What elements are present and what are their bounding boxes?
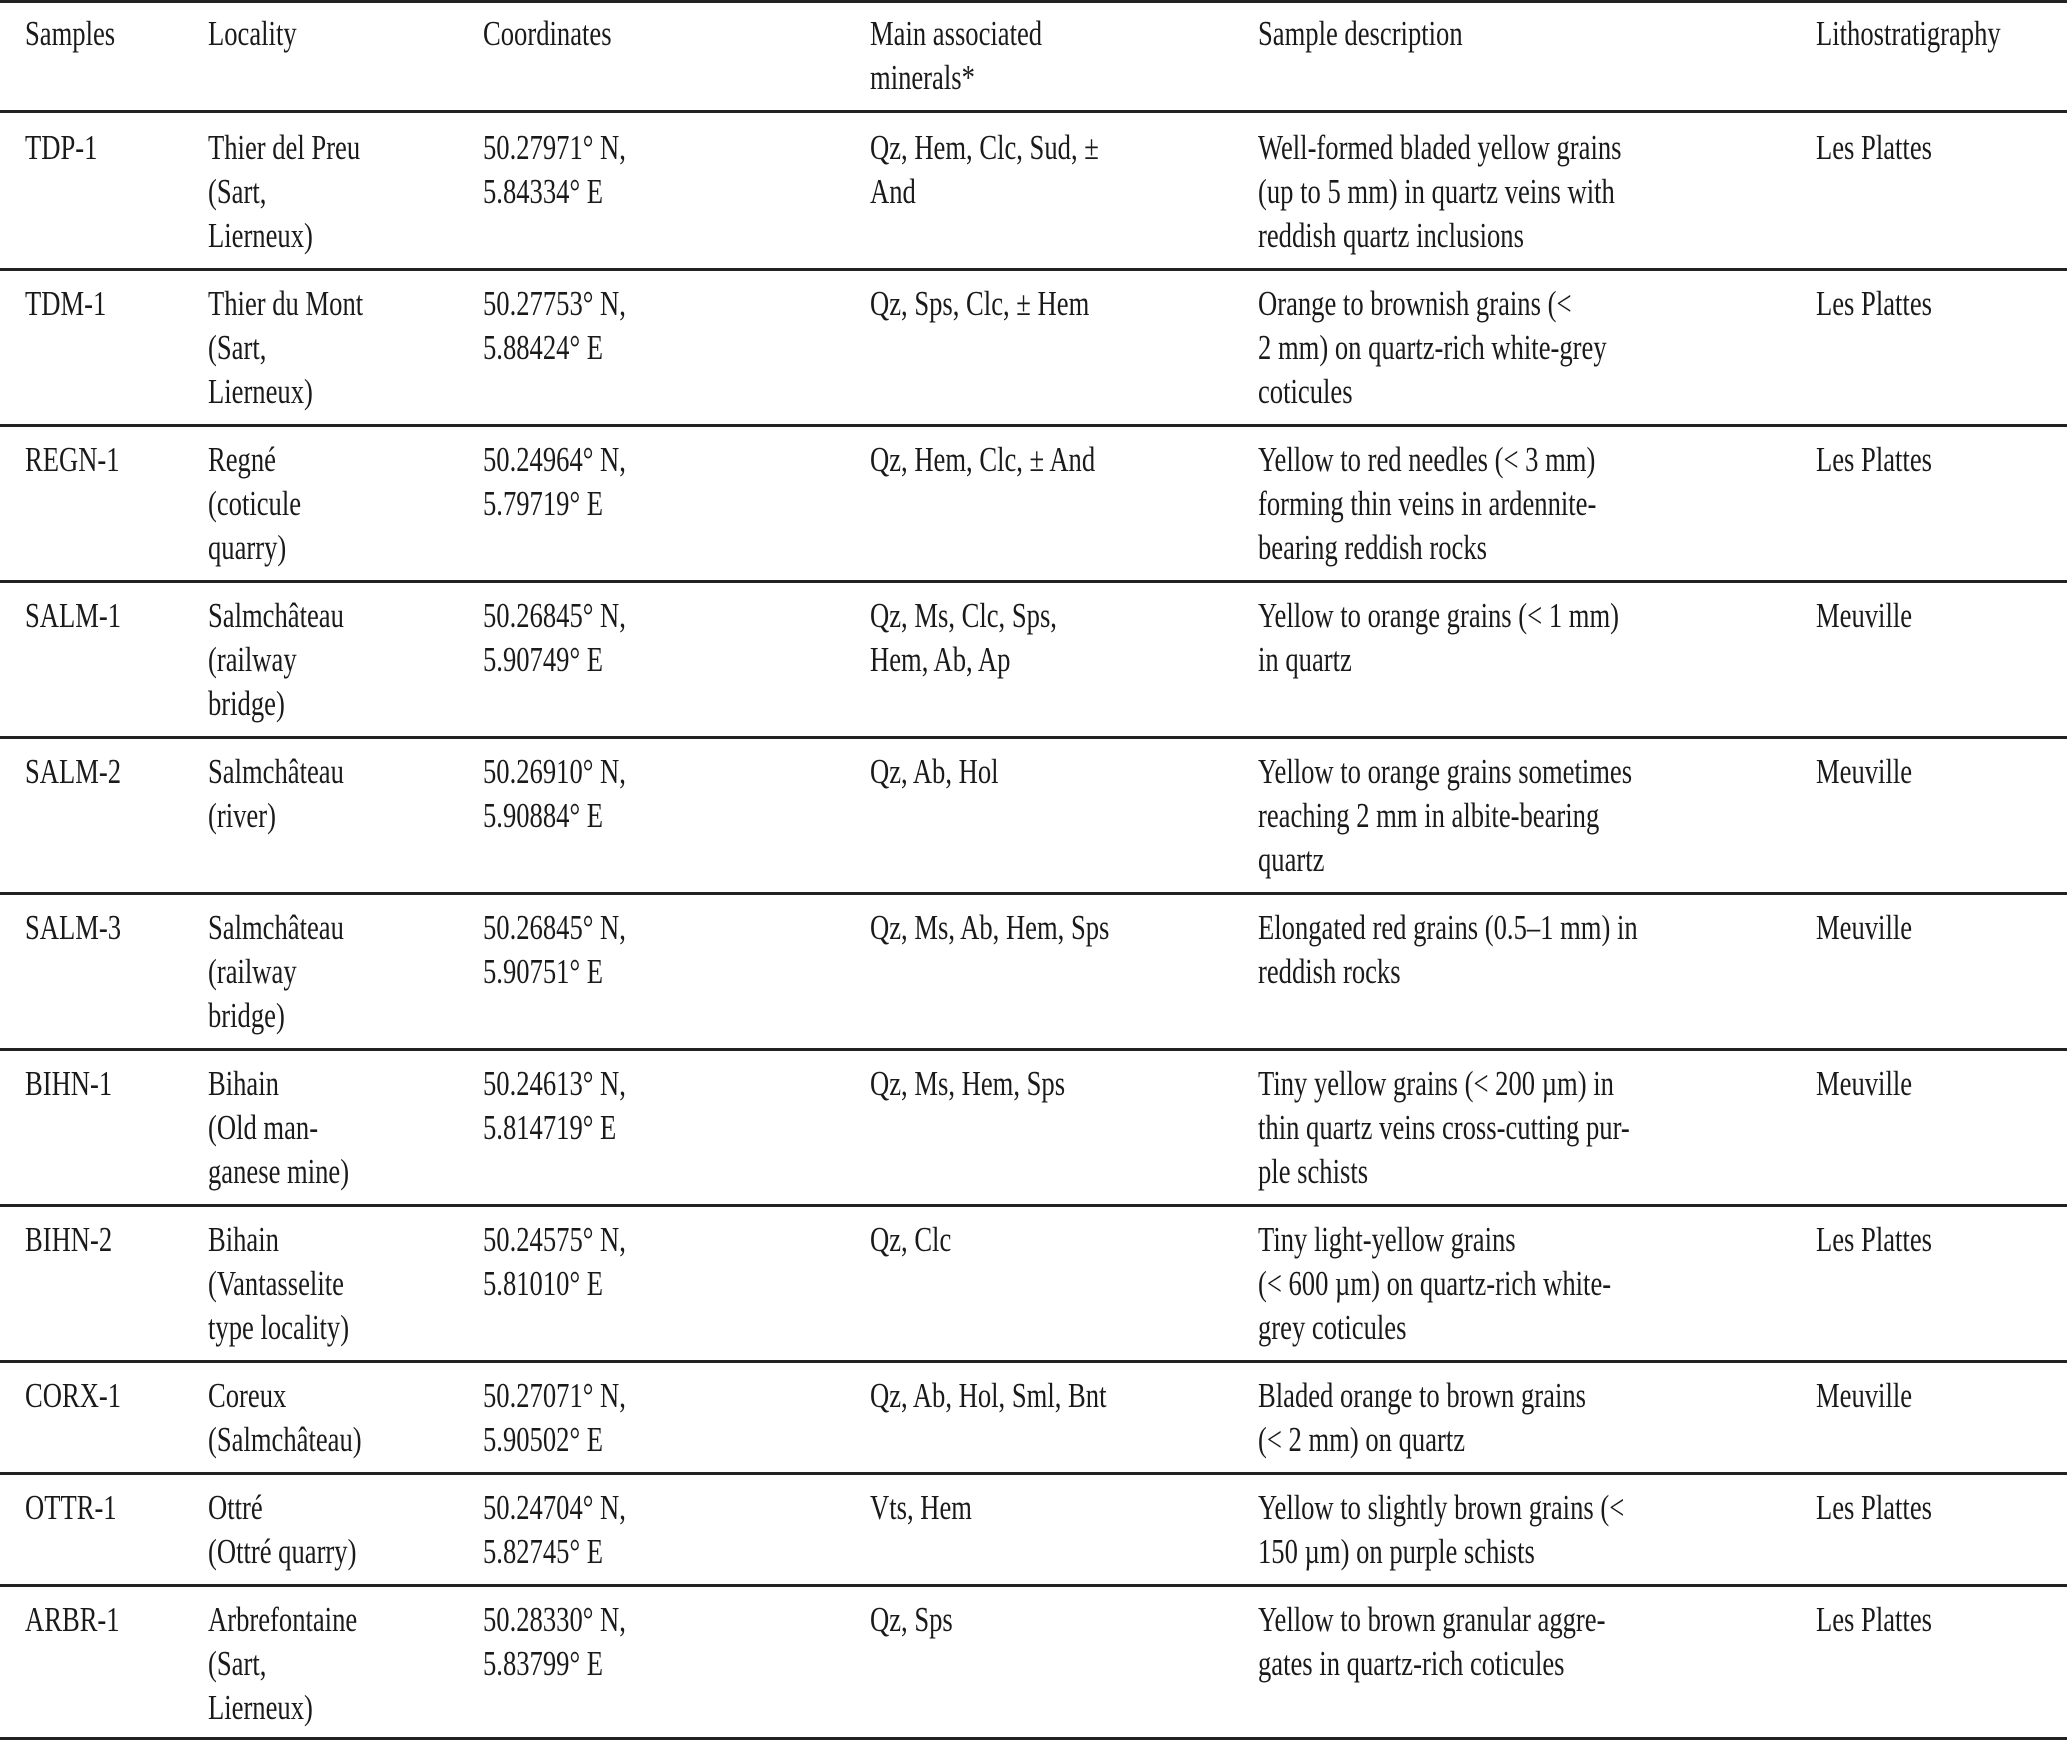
cell-coordinates: 50.26845° N, 5.90749° E	[483, 596, 626, 679]
cell-lithostratigraphy: Les Plattes	[1816, 284, 1932, 323]
header-rule	[0, 110, 2067, 113]
cell-locality: Salmchâteau (railway bridge)	[208, 908, 344, 1035]
cell-minerals: Qz, Ms, Hem, Sps	[870, 1064, 1066, 1103]
cell-minerals: Qz, Ab, Hol	[870, 752, 999, 791]
cell-lithostratigraphy: Meuville	[1816, 1064, 1913, 1103]
cell-locality: Thier del Preu (Sart, Lierneux)	[208, 128, 361, 255]
cell-coordinates: 50.27071° N, 5.90502° E	[483, 1376, 626, 1459]
cell-sample: SALM-3	[25, 908, 122, 947]
cell-minerals: Vts, Hem	[870, 1488, 972, 1527]
cell-sample: SALM-2	[25, 752, 122, 791]
cell-locality: Coreux (Salmchâteau)	[208, 1376, 362, 1459]
cell-locality: Salmchâteau (river)	[208, 752, 344, 835]
row-rule	[0, 1472, 2067, 1475]
row-rule	[0, 1048, 2067, 1051]
cell-sample: TDM-1	[25, 284, 107, 323]
row-rule	[0, 892, 2067, 895]
cell-minerals: Qz, Hem, Clc, Sud, ± And	[870, 128, 1099, 211]
cell-minerals: Qz, Ms, Clc, Sps, Hem, Ab, Ap	[870, 596, 1057, 679]
row-rule	[0, 424, 2067, 427]
cell-description: Yellow to slightly brown grains (< 150 µm) on purple schists	[1258, 1488, 1625, 1571]
cell-sample: OTTR-1	[25, 1488, 117, 1527]
cell-sample: CORX-1	[25, 1376, 122, 1415]
cell-lithostratigraphy: Meuville	[1816, 908, 1913, 947]
cell-lithostratigraphy: Les Plattes	[1816, 440, 1932, 479]
cell-description: Yellow to orange grains sometimes reaching 2 mm in albite-bearing quartz	[1258, 752, 1633, 879]
cell-minerals: Qz, Ab, Hol, Sml, Bnt	[870, 1376, 1107, 1415]
row-rule	[0, 1360, 2067, 1363]
cell-minerals: Qz, Sps, Clc, ± Hem	[870, 284, 1090, 323]
cell-description: Orange to brownish grains (< 2 mm) on quartz-rich white-grey coticules	[1258, 284, 1607, 411]
row-rule	[0, 736, 2067, 739]
row-rule	[0, 1204, 2067, 1207]
row-rule	[0, 268, 2067, 271]
cell-description: Tiny yellow grains (< 200 µm) in thin quartz veins cross-cutting pur- ple schists	[1258, 1064, 1630, 1191]
header-locality: Locality	[208, 14, 297, 53]
cell-description: Yellow to brown granular aggre- gates in quartz-rich coticules	[1258, 1600, 1606, 1683]
header-lithostratigraphy: Lithostratigraphy	[1816, 14, 2001, 53]
cell-locality: Thier du Mont (Sart, Lierneux)	[208, 284, 364, 411]
cell-lithostratigraphy: Les Plattes	[1816, 1488, 1932, 1527]
cell-minerals: Qz, Sps	[870, 1600, 953, 1639]
cell-coordinates: 50.24575° N, 5.81010° E	[483, 1220, 626, 1303]
cell-minerals: Qz, Hem, Clc, ± And	[870, 440, 1096, 479]
cell-minerals: Qz, Ms, Ab, Hem, Sps	[870, 908, 1110, 947]
cell-locality: Ottré (Ottré quarry)	[208, 1488, 357, 1571]
cell-coordinates: 50.26845° N, 5.90751° E	[483, 908, 626, 991]
cell-coordinates: 50.26910° N, 5.90884° E	[483, 752, 626, 835]
cell-lithostratigraphy: Meuville	[1816, 752, 1913, 791]
cell-coordinates: 50.24613° N, 5.814719° E	[483, 1064, 626, 1147]
cell-locality: Regné (coticule quarry)	[208, 440, 302, 567]
header-description: Sample description	[1258, 14, 1463, 53]
cell-lithostratigraphy: Les Plattes	[1816, 1600, 1932, 1639]
cell-sample: TDP-1	[25, 128, 98, 167]
cell-sample: BIHN-1	[25, 1064, 113, 1103]
cell-lithostratigraphy: Les Plattes	[1816, 1220, 1932, 1259]
cell-sample: REGN-1	[25, 440, 120, 479]
cell-locality: Arbrefontaine (Sart, Lierneux)	[208, 1600, 358, 1727]
row-rule	[0, 580, 2067, 583]
table-top-rule	[0, 0, 2067, 3]
cell-description: Well-formed bladed yellow grains (up to 5 mm) in quartz veins with reddish quartz inclusions	[1258, 128, 1622, 255]
cell-description: Bladed orange to brown grains (< 2 mm) on quartz	[1258, 1376, 1586, 1459]
cell-description: Yellow to red needles (< 3 mm) forming thin veins in ardennite- bearing reddish rocks	[1258, 440, 1597, 567]
cell-description: Yellow to orange grains (< 1 mm) in quartz	[1258, 596, 1620, 679]
cell-minerals: Qz, Clc	[870, 1220, 952, 1259]
cell-coordinates: 50.27753° N, 5.88424° E	[483, 284, 626, 367]
cell-locality: Bihain (Old man- ganese mine)	[208, 1064, 350, 1191]
header-coordinates: Coordinates	[483, 14, 612, 53]
cell-sample: SALM-1	[25, 596, 122, 635]
cell-sample: ARBR-1	[25, 1600, 120, 1639]
cell-coordinates: 50.24964° N, 5.79719° E	[483, 440, 626, 523]
cell-locality: Bihain (Vantasselite type locality)	[208, 1220, 350, 1347]
cell-lithostratigraphy: Meuville	[1816, 596, 1913, 635]
cell-coordinates: 50.27971° N, 5.84334° E	[483, 128, 626, 211]
cell-sample: BIHN-2	[25, 1220, 113, 1259]
cell-lithostratigraphy: Meuville	[1816, 1376, 1913, 1415]
cell-coordinates: 50.24704° N, 5.82745° E	[483, 1488, 626, 1571]
cell-description: Tiny light-yellow grains (< 600 µm) on quartz-rich white- grey coticules	[1258, 1220, 1612, 1347]
row-rule	[0, 1584, 2067, 1587]
cell-locality: Salmchâteau (railway bridge)	[208, 596, 344, 723]
header-samples: Samples	[25, 14, 116, 53]
cell-description: Elongated red grains (0.5–1 mm) in reddish rocks	[1258, 908, 1638, 991]
cell-coordinates: 50.28330° N, 5.83799° E	[483, 1600, 626, 1683]
cell-lithostratigraphy: Les Plattes	[1816, 128, 1932, 167]
header-minerals: Main associated minerals*	[870, 14, 1043, 97]
